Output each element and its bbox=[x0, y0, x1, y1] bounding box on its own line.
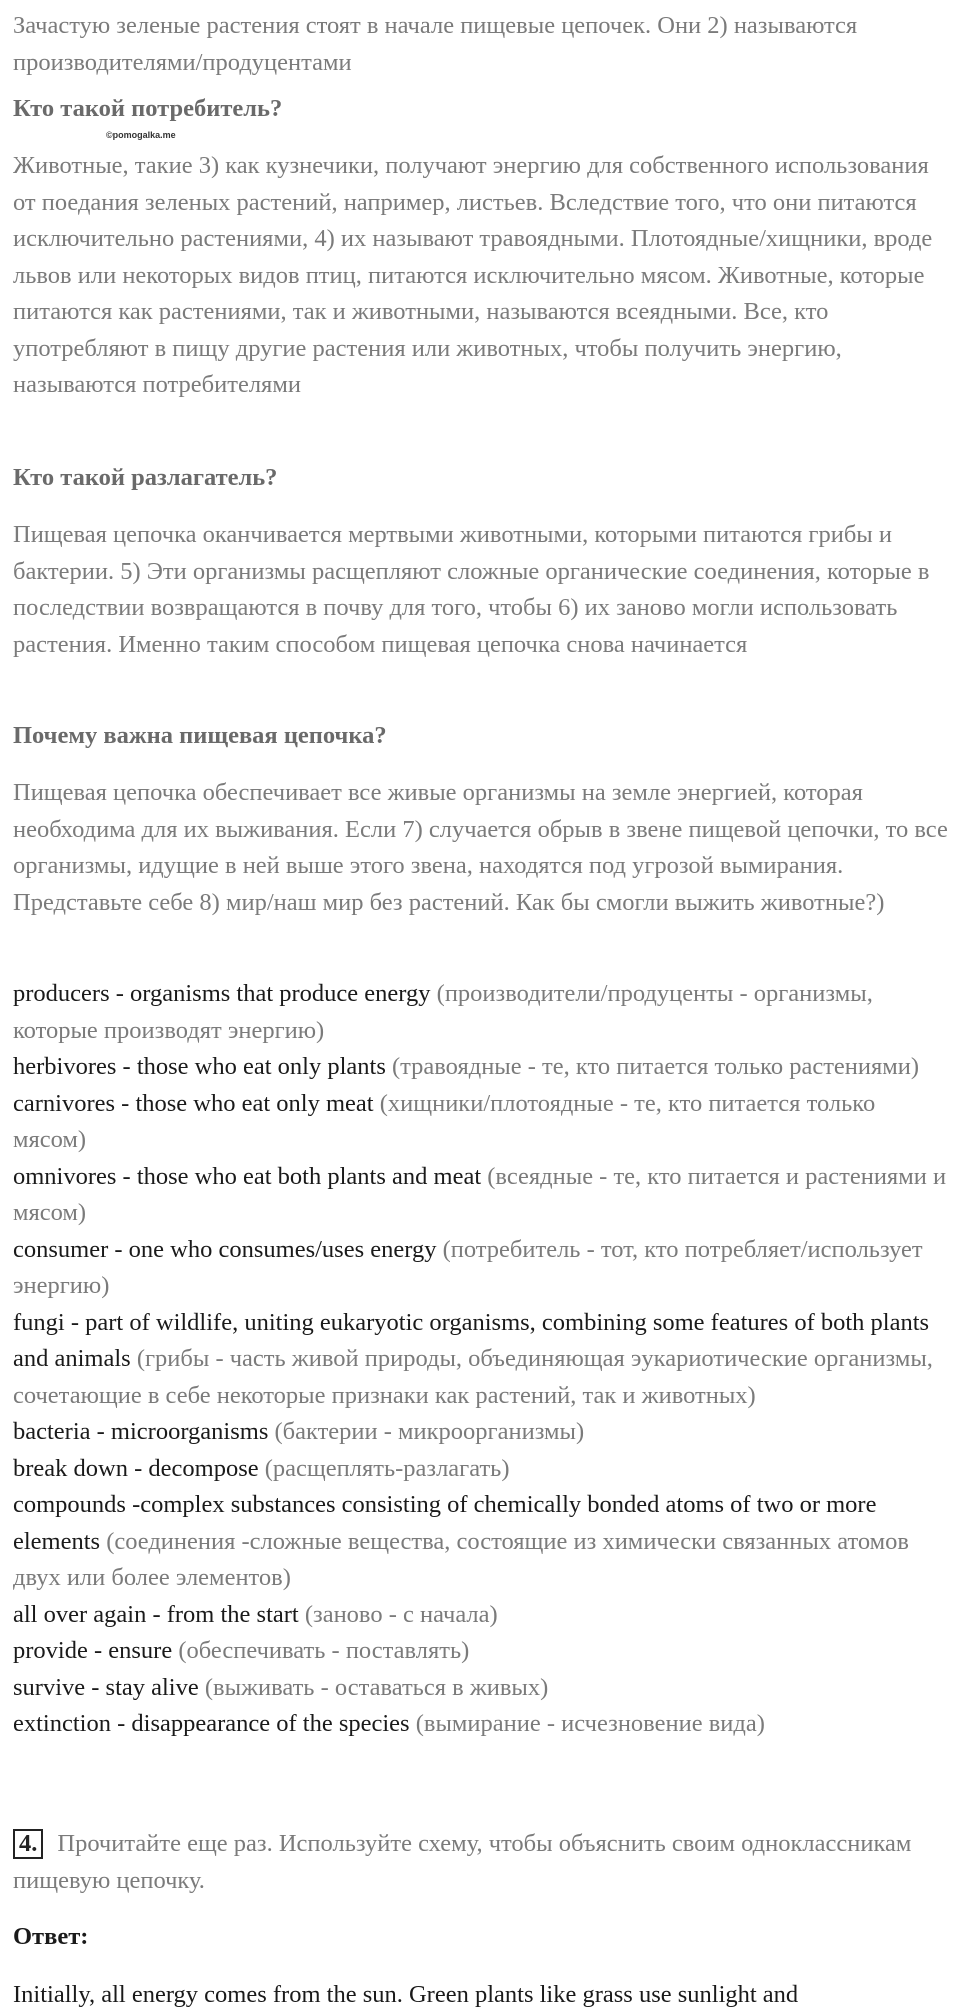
glossary-term: compounds -complex substances consisting of chemically bonded atoms of two or more elements bbox=[13, 1491, 877, 1555]
glossary-list bbox=[13, 976, 953, 1743]
glossary-translation: (бактерии - микроорганизмы) bbox=[274, 1418, 585, 1445]
glossary-item bbox=[13, 1159, 953, 1232]
glossary-item bbox=[13, 1086, 953, 1159]
glossary-term: producers - organisms that produce energy bbox=[13, 980, 431, 1007]
glossary-term: omnivores - those who eat both plants and meat bbox=[13, 1162, 482, 1190]
glossary-item bbox=[13, 1633, 953, 1670]
glossary-item bbox=[13, 1049, 953, 1086]
intro-paragraph: Зачастую зеленые растения стоят в начале пищевые цепочек. Они 2) называются производителями/продуцентами bbox=[13, 12, 858, 76]
glossary-term: extinction - disappearance of the species bbox=[13, 1710, 410, 1737]
task-text: Прочитайте еще раз. Используйте схему, чтобы объяснить своим одноклассникам пищевую цепочку. bbox=[13, 1830, 912, 1894]
glossary-item bbox=[13, 1414, 953, 1451]
glossary-item bbox=[13, 1706, 953, 1743]
glossary-term: provide - ensure bbox=[13, 1637, 173, 1664]
heading-decomposer: Кто такой разлагатель? bbox=[13, 464, 278, 491]
glossary-translation: (расщеплять-разлагать) bbox=[264, 1454, 510, 1482]
paragraph-consumer: Животные, такие 3) как кузнечики, получают энергию для собственного использования от поедания зеленых растений, например, листьев. Вследствие того, что они питаются исключительно растениями, 4) их называют травоядными. Плотоядные/хищники, вроде львов или некоторых видов птиц, питаются исключительно мясом. Животные, которые питаются как растениями, так и животными, называются всеядными. Все, кто употребляют в пищу другие растения или животных, чтобы получить энергию, называются потребителями bbox=[13, 152, 933, 398]
glossary-term: fungi - part of wildlife, uniting eukaryotic organisms, combining some features of both plants and animals bbox=[13, 1308, 930, 1372]
watermark: ©pomogalka.me bbox=[106, 130, 176, 140]
glossary-item bbox=[13, 1487, 953, 1597]
answer-text: Initially, all energy comes from the sun. Green plants like grass use sunlight and bbox=[13, 1981, 799, 2008]
glossary-translation: (выживать - оставаться в живых) bbox=[204, 1673, 549, 1701]
glossary-item bbox=[13, 1670, 953, 1707]
glossary-translation: (потребитель - тот, кто потребляет/использует энергию) bbox=[13, 1235, 923, 1299]
glossary-term: break down - decompose bbox=[13, 1454, 259, 1482]
glossary-item bbox=[13, 1597, 953, 1634]
glossary-translation: (соединения -сложные вещества, состоящие из химически связанных атомов двух или более элементов) bbox=[13, 1527, 909, 1591]
glossary-translation: (грибы - часть живой природы, объединяющая эукариотические организмы, сочетающие в себе некоторые признаки как растений, так и животных) bbox=[13, 1345, 933, 1409]
glossary-translation: (вымирание - исчезновение вида) bbox=[415, 1710, 765, 1737]
glossary-translation: (хищники/плотоядные - те, кто питается только мясом) bbox=[13, 1089, 876, 1153]
glossary-item bbox=[13, 976, 953, 1049]
glossary-term: carnivores - those who eat only meat bbox=[13, 1089, 374, 1117]
glossary-item bbox=[13, 1305, 953, 1415]
paragraph-decomposer: Пищевая цепочка оканчивается мертвыми животными, которыми питаются грибы и бактерии. 5) Эти организмы расщепляют сложные органические соединения, которые в последствии возвращаются в почву для того, чтобы 6) их заново могли использовать растения. Именно таким способом пищевая цепочка снова начинается bbox=[13, 521, 930, 658]
heading-consumer: Кто такой потребитель? bbox=[13, 95, 283, 122]
glossary-translation: (обеспечивать - поставлять) bbox=[178, 1637, 470, 1664]
glossary-translation: (заново - с начала) bbox=[304, 1600, 498, 1628]
glossary-translation: (производители/продуценты - организмы, которые производят энергию) bbox=[13, 980, 873, 1044]
glossary-term: bacteria - microorganisms bbox=[13, 1418, 269, 1445]
glossary-translation: (всеядные - те, кто питается и растениями и мясом) bbox=[13, 1162, 947, 1226]
paragraph-importance: Пищевая цепочка обеспечивает все живые организмы на земле энергией, которая необходима для их выживания. Если 7) случается обрыв в звене пищевой цепочки, то все организмы, идущие в ней выше этого звена, находятся под угрозой вымирания. Представьте себе 8) мир/наш мир без растений. Как бы смогли выжить животные?) bbox=[13, 779, 948, 916]
glossary-term: herbivores - those who eat only plants bbox=[13, 1053, 386, 1080]
answer-label: Ответ: bbox=[13, 1923, 89, 1950]
glossary-item bbox=[13, 1451, 953, 1488]
glossary-term: all over again - from the start bbox=[13, 1600, 299, 1628]
glossary-translation: (травоядные - те, кто питается только растениями) bbox=[391, 1053, 920, 1080]
glossary-item bbox=[13, 1232, 953, 1305]
heading-importance: Почему важна пищевая цепочка? bbox=[13, 722, 387, 749]
glossary-term: consumer - one who consumes/uses energy bbox=[13, 1235, 437, 1263]
glossary-term: survive - stay alive bbox=[13, 1673, 199, 1701]
task-number-box: 4. bbox=[13, 1829, 43, 1859]
task-4 bbox=[13, 1826, 943, 1899]
